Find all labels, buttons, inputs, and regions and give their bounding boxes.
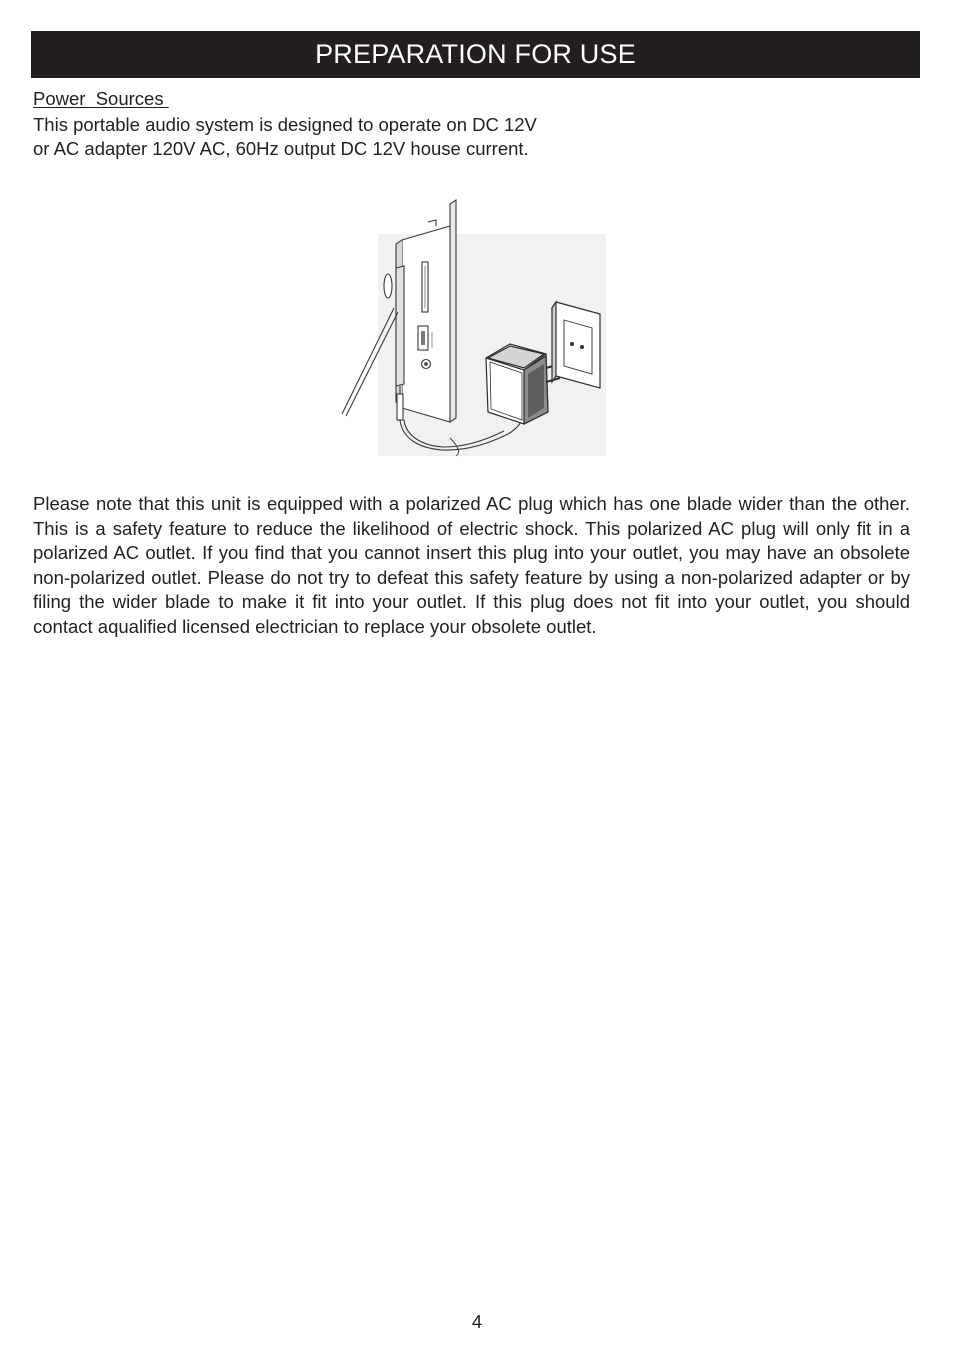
- audio-unit-illustration: [342, 200, 456, 422]
- wall-outlet-icon: [552, 302, 600, 388]
- section-header-bar: [31, 31, 920, 78]
- intro-line: This portable audio system is designed to operate on DC 12V: [33, 114, 537, 135]
- polarized-plug-note: Please note that this unit is equipped with a polarized AC plug which has one blade wider than the other. This is a safety feature to reduce the likelihood of electric shock. This polarized AC plug will only fit in a polarized AC outlet. If you find that you cannot insert this plug into your outlet, you may have an obsolete non-polarized outlet. Please do not try to defeat this safety feature by using a non-polarized adapter or by filing the wider blade to make it fit into your outlet. If this plug does not fit into your outlet, you should contact aqualified licensed electrician to replace your obsolete outlet.: [33, 493, 910, 637]
- page-number: 4: [471, 1311, 483, 1332]
- intro-paragraph: [33, 113, 633, 161]
- power-connection-illustration: [338, 198, 608, 460]
- section-title-power-sources: Power Sources: [33, 88, 169, 109]
- intro-line: or AC adapter 120V AC, 60Hz output DC 12V house current.: [33, 138, 529, 159]
- page-title: PREPARATION FOR USE: [315, 39, 636, 69]
- power-connection-diagram: [338, 198, 608, 460]
